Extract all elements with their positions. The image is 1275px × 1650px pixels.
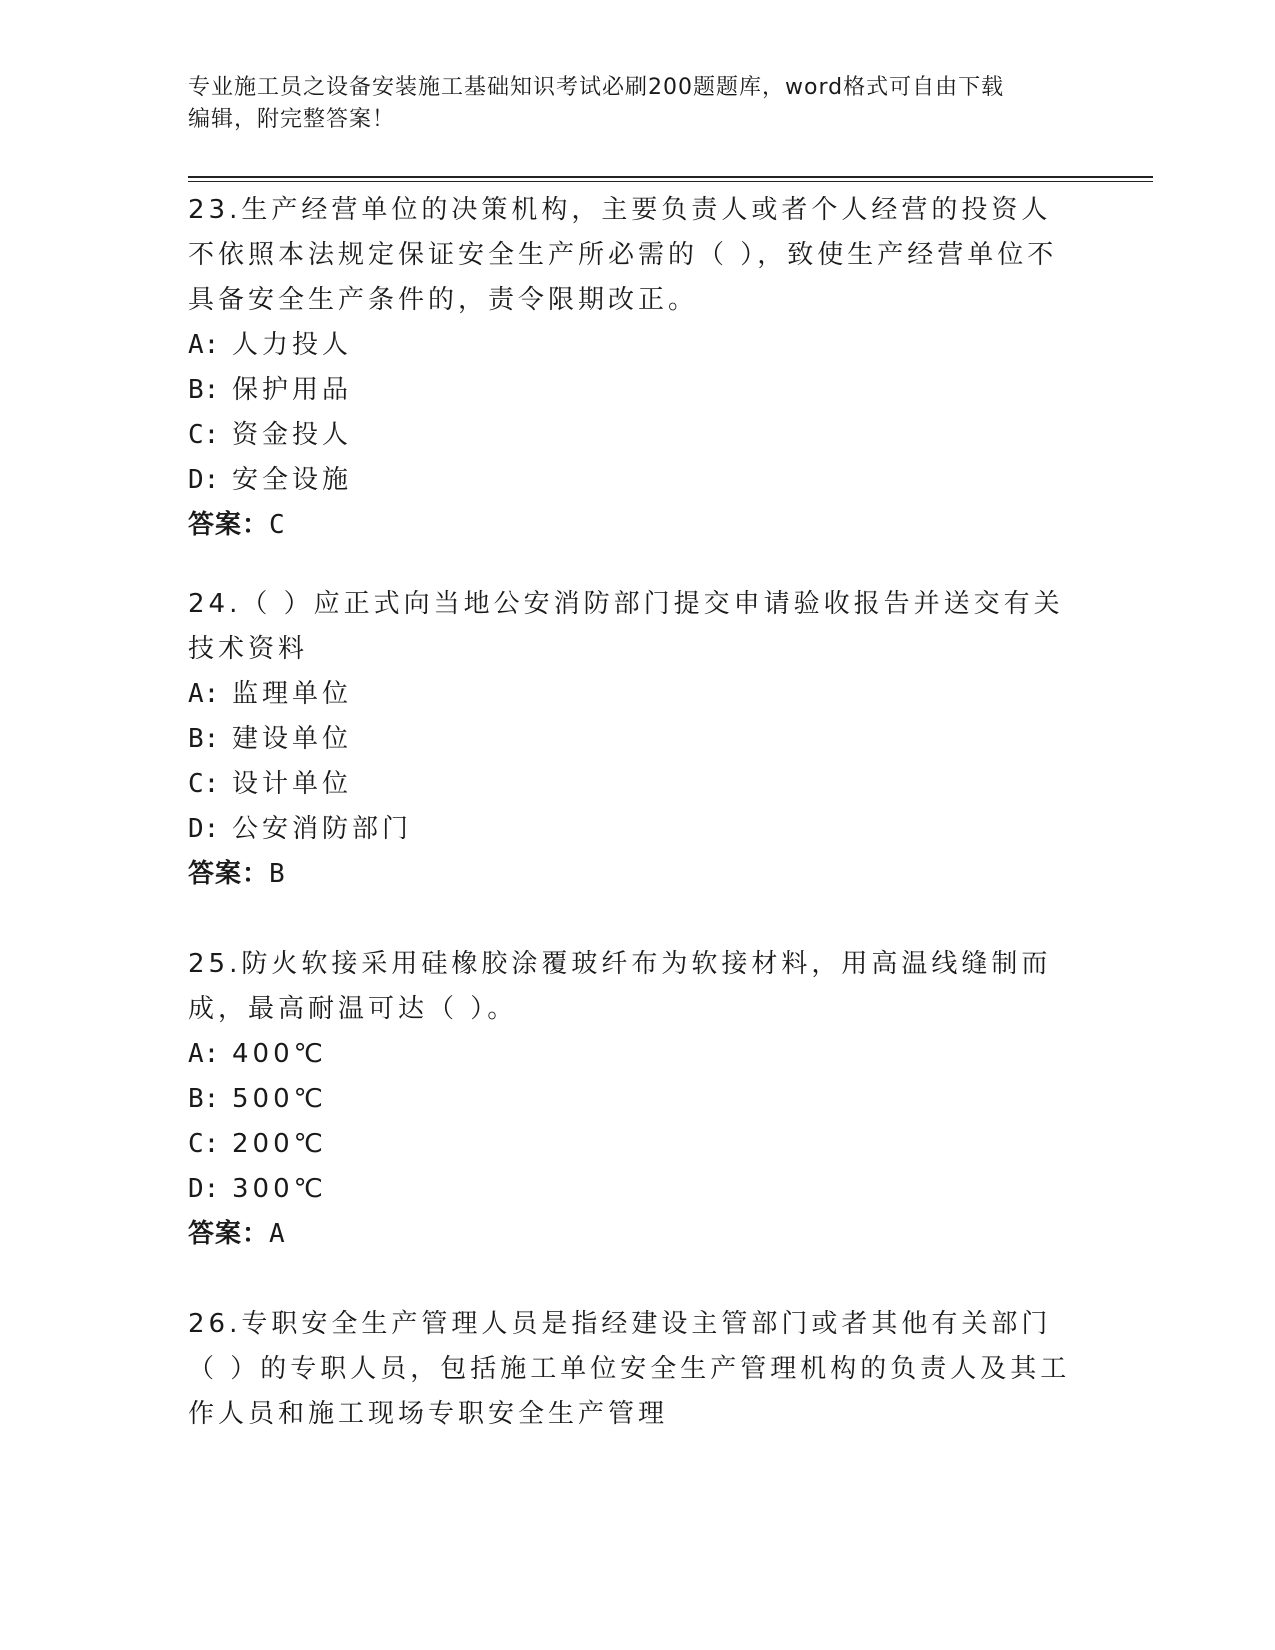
- option-letter: B:: [188, 724, 220, 754]
- answer-label: 答案：: [188, 510, 270, 540]
- option-letter: C:: [188, 769, 220, 799]
- option-text: 资金投人: [232, 420, 353, 450]
- option-letter: B:: [188, 375, 220, 405]
- question-stem: 24.（ ）应正式向当地公安消防部门提交申请验收报告并送交有关技术资料: [188, 589, 1064, 664]
- answer-value: B: [269, 859, 286, 889]
- option-b: [188, 717, 1078, 762]
- question-stem: 25.防火软接采用硅橡胶涂覆玻纤布为软接材料，用高温线缝制而成，最高耐温可达（ ）。: [188, 949, 1052, 1024]
- option-text: 安全设施: [232, 465, 353, 495]
- option-text: 300℃: [232, 1174, 327, 1204]
- question-24: [188, 582, 1078, 897]
- header-divider-thick: [188, 176, 1153, 178]
- question-26: [188, 1302, 1078, 1437]
- option-text: 设计单位: [232, 769, 353, 799]
- option-d: [188, 458, 1078, 503]
- option-a: [188, 672, 1078, 717]
- option-letter: D:: [188, 814, 220, 844]
- option-b: [188, 368, 1078, 413]
- question-stem: 23.生产经营单位的决策机构，主要负责人或者个人经营的投资人不依照本法规定保证安全生产所必需的（ ），致使生产经营单位不具备安全生产条件的，责令限期改正。: [188, 195, 1058, 315]
- option-a: [188, 1032, 1078, 1077]
- option-d: [188, 807, 1078, 852]
- answer-line: [188, 852, 1078, 897]
- option-text: 保护用品: [232, 375, 353, 405]
- option-letter: B:: [188, 1084, 220, 1114]
- option-text: 公安消防部门: [232, 814, 413, 844]
- answer-line: [188, 503, 1078, 548]
- option-c: [188, 1122, 1078, 1167]
- question-23: [188, 188, 1078, 548]
- header-divider-thin: [188, 181, 1153, 182]
- option-letter: D:: [188, 465, 220, 495]
- option-letter: C:: [188, 1129, 220, 1159]
- option-letter: D:: [188, 1174, 220, 1204]
- question-25: [188, 942, 1078, 1257]
- question-stem: 26.专职安全生产管理人员是指经建设主管部门或者其他有关部门（ ）的专职人员，包括施工单位安全生产管理机构的负责人及其工作人员和施工现场专职安全生产管理: [188, 1309, 1071, 1429]
- answer-label: 答案：: [188, 1219, 270, 1249]
- answer-value: A: [269, 1219, 286, 1249]
- answer-value: C: [269, 510, 286, 540]
- option-letter: A:: [188, 330, 220, 360]
- option-a: [188, 323, 1078, 368]
- option-d: [188, 1167, 1078, 1212]
- header-line-1: 专业施工员之设备安装施工基础知识考试必刷200题题库，word格式可自由下载: [188, 75, 1005, 100]
- option-text: 200℃: [232, 1129, 327, 1159]
- option-text: 500℃: [232, 1084, 327, 1114]
- option-text: 人力投人: [232, 330, 353, 360]
- option-b: [188, 1077, 1078, 1122]
- answer-label: 答案：: [188, 859, 270, 889]
- option-c: [188, 413, 1078, 458]
- option-letter: C:: [188, 420, 220, 450]
- document-header: [188, 72, 1068, 136]
- option-letter: A:: [188, 679, 220, 709]
- option-letter: A:: [188, 1039, 220, 1069]
- option-c: [188, 762, 1078, 807]
- answer-line: [188, 1212, 1078, 1257]
- option-text: 监理单位: [232, 679, 353, 709]
- option-text: 建设单位: [232, 724, 353, 754]
- header-line-2: 编辑，附完整答案！: [188, 107, 396, 132]
- option-text: 400℃: [232, 1039, 327, 1069]
